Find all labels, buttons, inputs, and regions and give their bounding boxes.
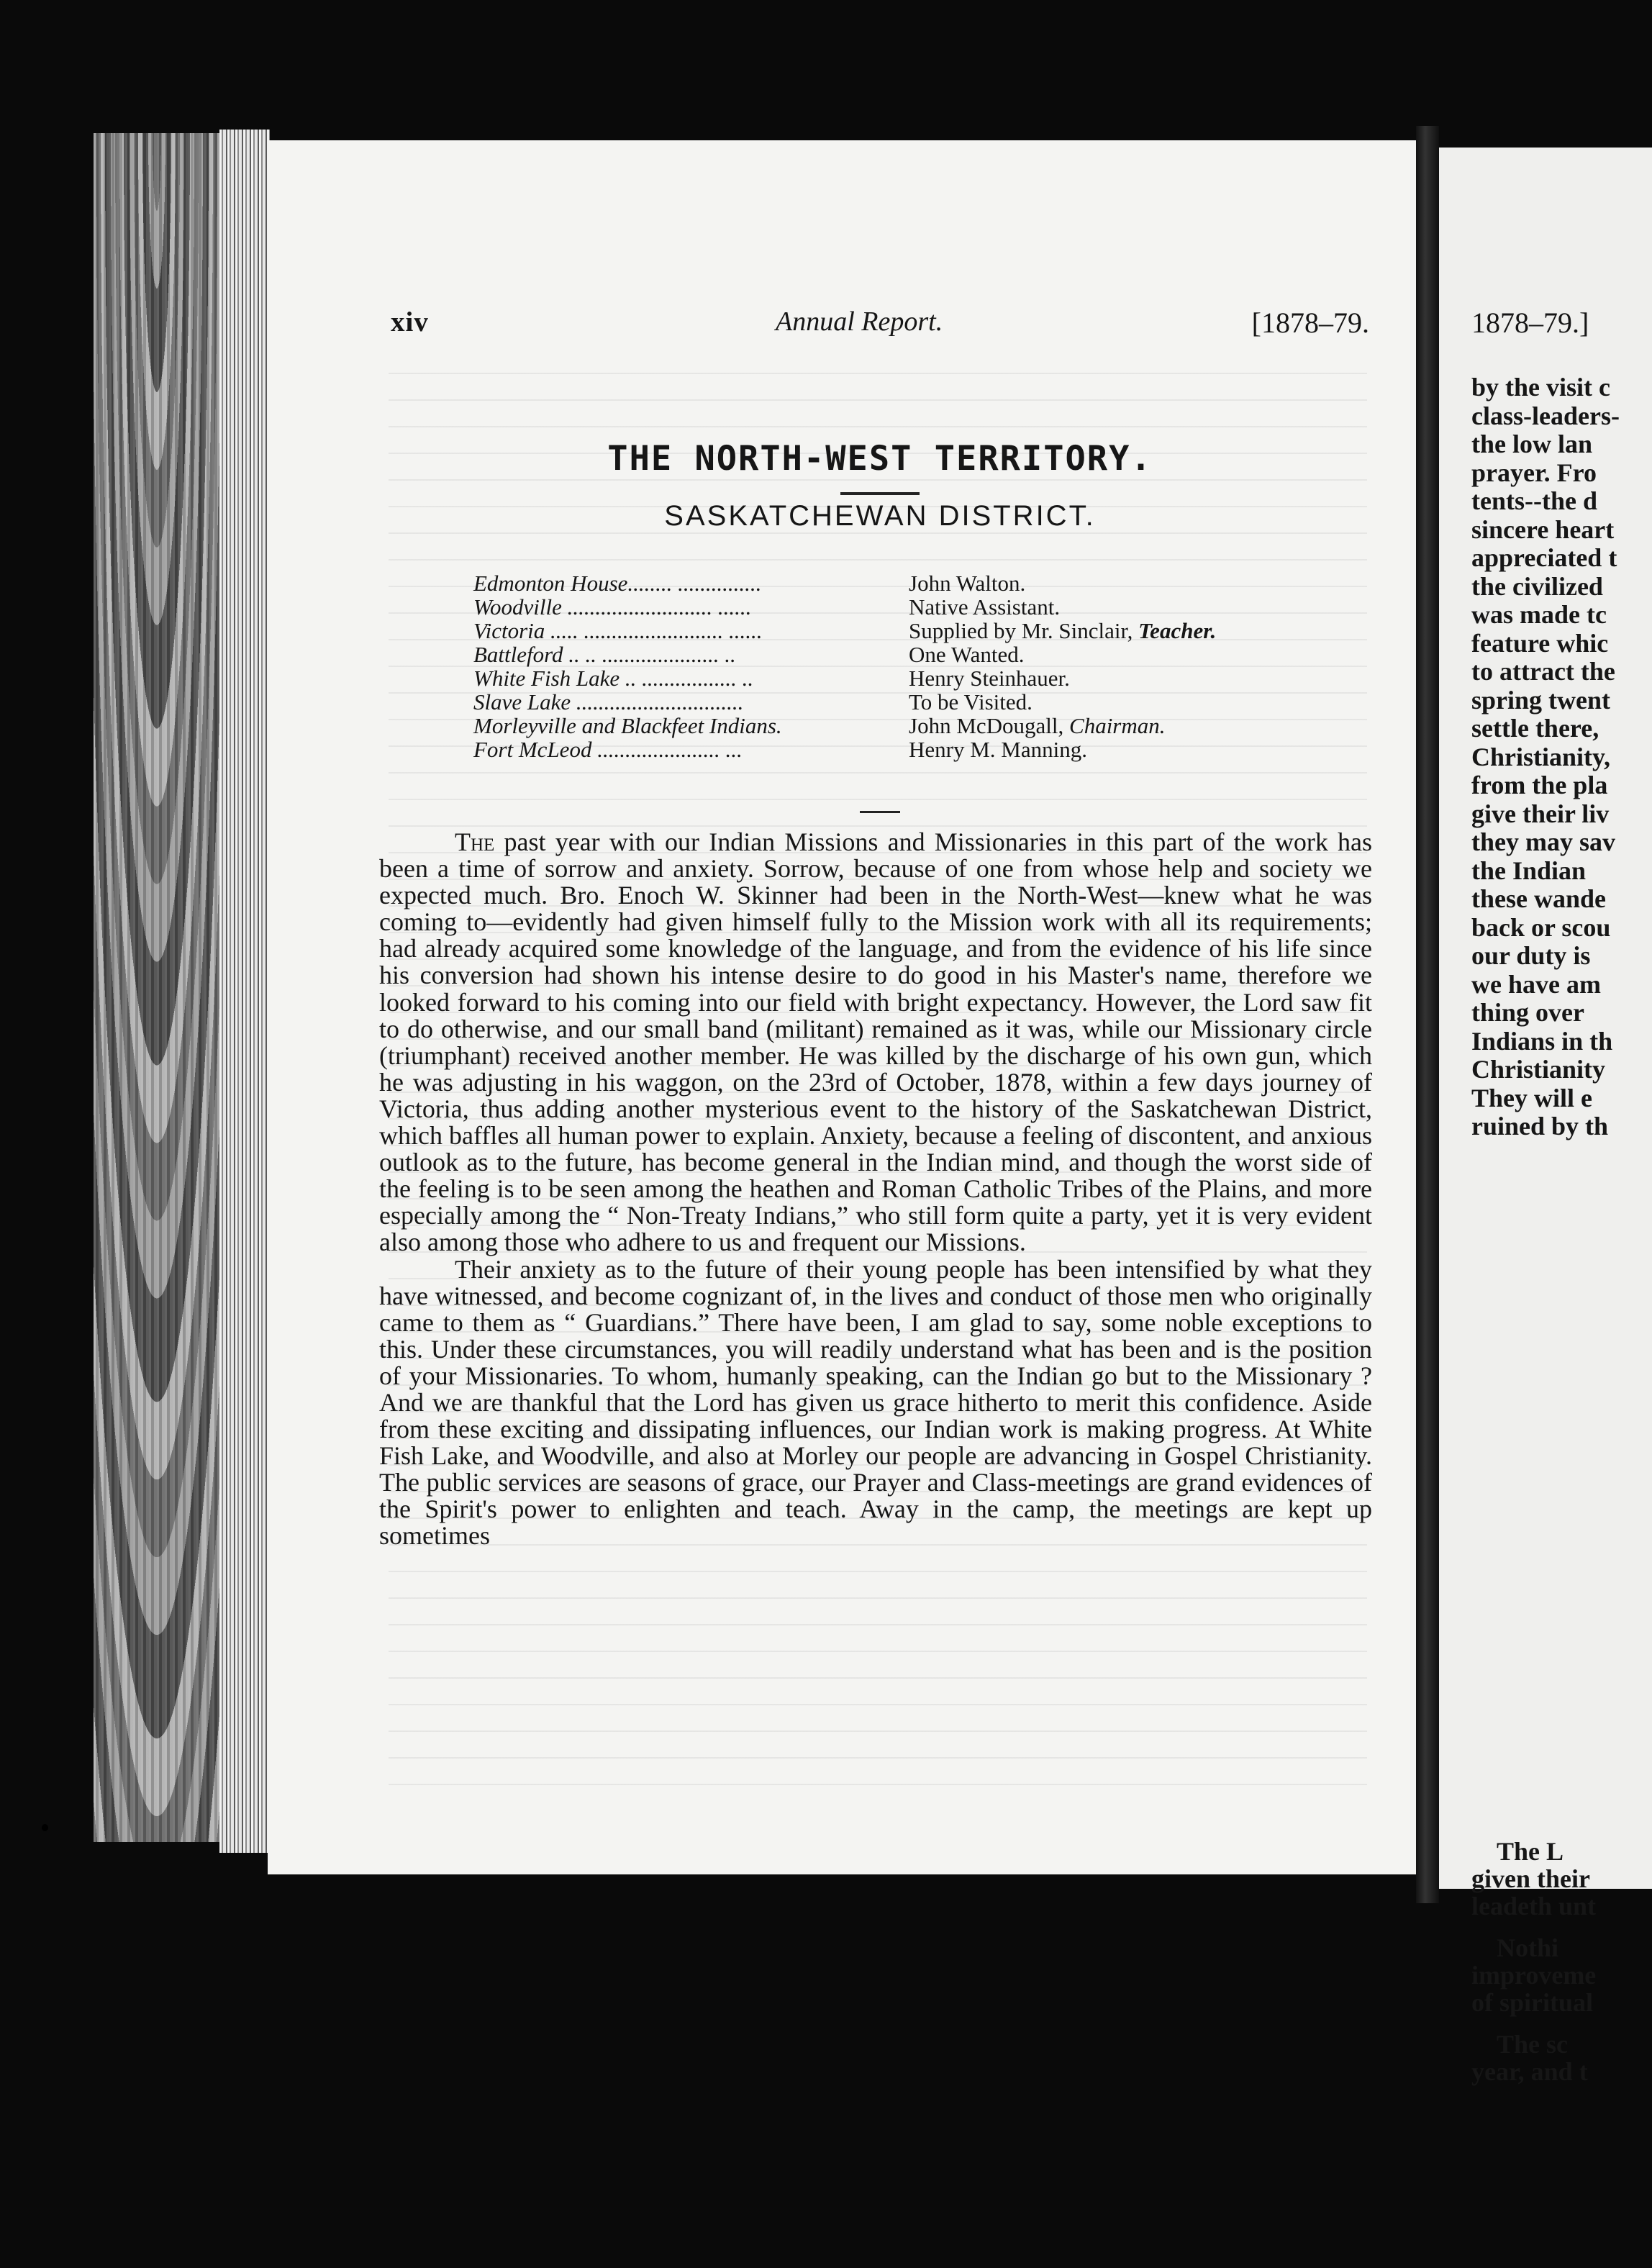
right-column-line: given their (1471, 1864, 1590, 1893)
right-column-bottom (1471, 1838, 1652, 2086)
station-row (473, 689, 1337, 713)
right-column-line: the Indian (1471, 856, 1587, 885)
right-header-year: 1878–79.] (1471, 307, 1589, 339)
right-column-line: thing over (1471, 998, 1584, 1027)
station-staff: Henry M. Manning. (909, 737, 1087, 762)
right-column-line: They will e (1471, 1083, 1592, 1112)
station-place: Fort McLeod ...................... ... (473, 737, 743, 762)
right-column-line: prayer. Fro (1471, 458, 1597, 487)
body-text (379, 829, 1372, 1550)
right-column-line: they may sav (1471, 827, 1615, 856)
right-column-line: appreciated t (1471, 543, 1617, 572)
right-column-line: year, and t (1471, 2057, 1588, 2086)
page-header (391, 306, 1369, 349)
right-column-line: our duty is (1471, 941, 1591, 970)
right-column-line: class-leaders- (1471, 401, 1620, 430)
station-row (473, 571, 1337, 594)
station-staff: John McDougall, Chairman. (909, 713, 1166, 738)
station-place: Morleyville and Blackfeet Indians. (473, 713, 782, 738)
right-column-line: spring twent (1471, 685, 1611, 715)
right-column-line: these wande (1471, 884, 1606, 913)
station-staff: Supplied by Mr. Sinclair, Teacher. (909, 618, 1217, 643)
station-row (473, 594, 1337, 618)
section-title: THE NORTH-WEST TERRITORY. (607, 439, 1153, 478)
station-staff: John Walton. (909, 571, 1026, 596)
right-column-line: we have am (1471, 969, 1601, 999)
right-column-line: The sc (1497, 2030, 1568, 2059)
station-place: Victoria ..... ......................... ...... (473, 618, 763, 643)
right-column-line: leadeth unt (1471, 1892, 1597, 1920)
right-column-line: Christianity, (1471, 742, 1611, 771)
right-column-line: sincere heart (1471, 514, 1615, 544)
right-column-line: the low lan (1471, 430, 1593, 458)
district-subtitle: SASKATCHEWAN DISTRICT. (664, 500, 1096, 532)
station-row (473, 642, 1337, 666)
right-column-line: the civilized (1471, 571, 1603, 601)
station-row (473, 713, 1337, 737)
ink-speck (42, 1824, 48, 1831)
station-place: Edmonton House........ ............... (473, 571, 762, 596)
paragraph: Their anxiety as to the future of their young people has been intensified by what they have witnessed, and become cognizant of, in the lives and conduct of those men who originally came to them as “ Guardians.” There have been, I am glad to say, some noble exceptions to this. Under these circumstances, you will readily understand what has been and is the position of your Missionaries. To whom, humanly speaking, can the Indian go but to the Missionary ? And we are thankful that the Lord has given us grace hitherto to merit this confidence. Aside from these exciting and dissipating influences, our Indian work is making progress. At White Fish Lake, and Woodville, and also at Morley our people are advancing in Gospel Christianity. The public services are seasons of grace, our Prayer and Class-meetings are grand evidences of the Spirit's power to enlighten and teach. Away in the camp, the meetings are kept up sometimes (379, 1254, 1372, 1551)
right-column-line: Indians in th (1471, 1026, 1613, 1056)
station-row (473, 737, 1337, 761)
right-column-line: tents--the d (1471, 486, 1597, 515)
right-column-line: The L (1497, 1838, 1564, 1866)
station-row (473, 618, 1337, 642)
station-list (473, 571, 1337, 761)
running-head: Annual Report. (776, 307, 943, 337)
page-stack-edge (219, 130, 270, 1853)
right-column-line: to attract the (1471, 657, 1615, 686)
right-column-line: feature whic (1471, 628, 1609, 658)
right-column-line: Christianity (1471, 1055, 1606, 1084)
station-staff: To be Visited. (909, 689, 1032, 715)
right-column-line: Nothi (1497, 1933, 1559, 1962)
right-column-line: from the pla (1471, 771, 1608, 799)
paragraph-lead: The (455, 827, 495, 856)
title-rule (840, 492, 920, 495)
right-column-line: ruined by th (1471, 1112, 1609, 1140)
station-place: White Fish Lake .. ................. .. (473, 666, 754, 691)
list-rule (860, 811, 900, 813)
station-place: Battleford .. .. ..................... .. (473, 642, 736, 667)
right-column-line: settle there, (1471, 714, 1599, 743)
book-gutter (1416, 126, 1439, 1903)
right-column-line: give their liv (1471, 799, 1610, 828)
right-column-line: back or scou (1471, 912, 1611, 942)
right-column-line: by the visit c (1471, 374, 1610, 402)
paragraph: The past year with our Indian Missions and Missionaries in this part of the work has been a time of sorrow and anxiety. Sorrow, because of one from whose help and society we expected much. Bro. Enoch W. Skinner had been in the North-West—knew what he was coming to—evidently had given himself fully to the Mission work with all its requirements; had already acquired some knowledge of the language, and from the evidence of his life since his conversion had shown his intense desire to do good in his Master's name, therefore we looked forward to his coming into our field with bright expectancy. However, the Lord saw fit to do otherwise, and our small band (militant) remained as it was, while our Missionary circle (triumphant) received another member. He was killed by the discharge of his own gun, which he was adjusting in his waggon, on the 23rd of October, 1878, within a few days journey of Victoria, thus adding another mysterious event to the history of the Saskatchewan District, which baffles all human power to explain. Anxiety, because a feeling of discontent, and anxious outlook as to the future, has become general in the Indian mind, and though the worst side of the feeling is to be seen among the heathen and Roman Catholic Tribes of the Plains, and more especially among the “ Non-Treaty Indians,” who still form quite a party, yet it is very evident also among those who adhere to us and frequent our Missions. (379, 827, 1373, 1257)
station-staff: Henry Steinhauer. (909, 666, 1070, 691)
station-staff: Native Assistant. (909, 594, 1061, 620)
right-column-line: improveme (1471, 1961, 1597, 1990)
page-number: xiv (391, 307, 429, 337)
station-row (473, 666, 1337, 689)
header-year: [1878–79. (1251, 307, 1369, 339)
right-column-line: was made tc (1471, 600, 1607, 629)
station-staff: One Wanted. (909, 642, 1025, 667)
station-place: Slave Lake .............................. (473, 689, 744, 715)
station-place: Woodville .......................... ...... (473, 594, 752, 620)
right-column-line: of spiritual (1471, 1988, 1594, 2017)
right-column-top (1471, 374, 1652, 1142)
